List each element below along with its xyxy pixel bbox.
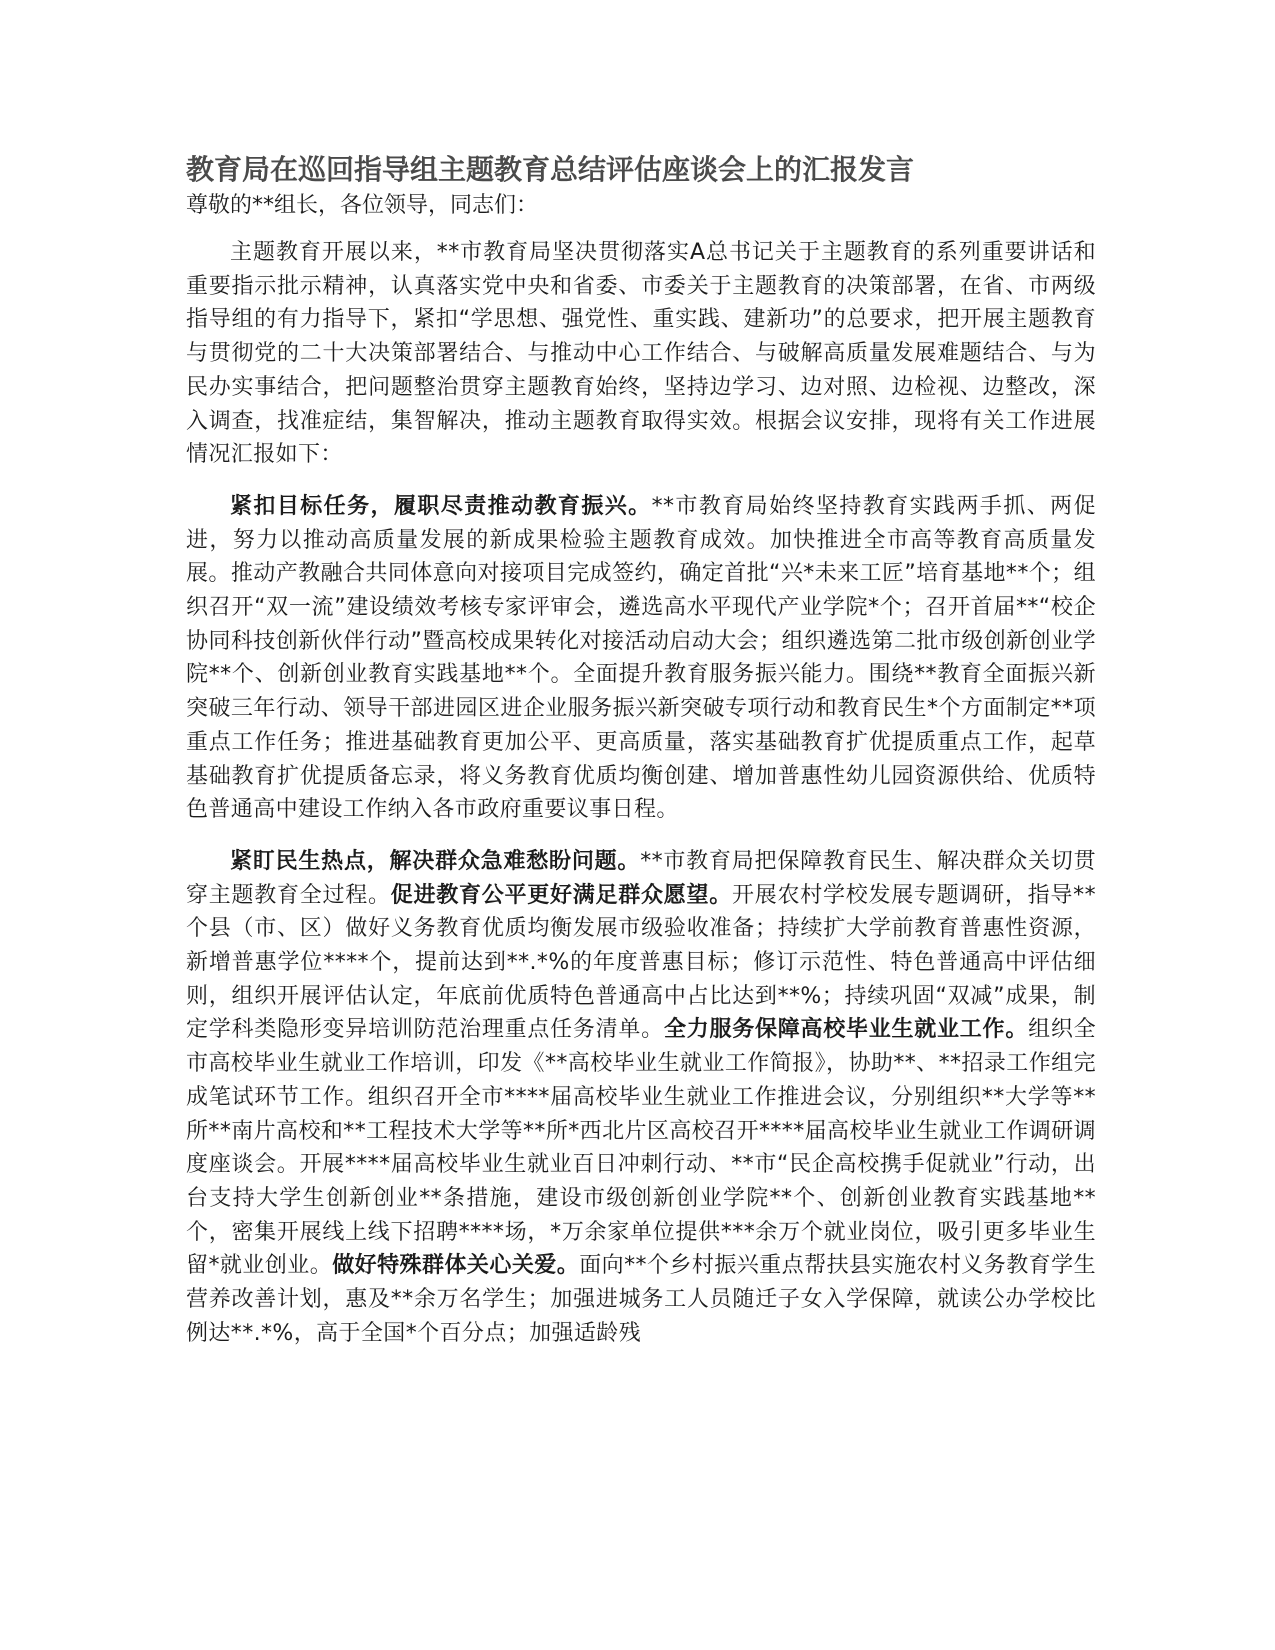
- paragraph-text: 主题教育开展以来，**市教育局坚决贯彻落实A总书记关于主题教育的系列重要讲话和重要指示批示精神，认真落实党中央和省委、市委关于主题教育的决策部署，在省、市两级指导组的有力指导下，紧扣“学思想、强党性、重实践、建新功”的总要求，把开展主题教育与贯彻党的二十大决策部署结合、与推动中心工作结合、与破解高质量发展难题结合、与为民办实事结合，把问题整治贯穿主题教育始终，坚持边学习、边对照、边检视、边整改，深入调查，找准症结，集智解决，推动主题教育取得实效。根据会议安排，现将有关工作进展情况汇报如下：: [186, 240, 1096, 468]
- salutation: 尊敬的**组长，各位领导，同志们：: [186, 193, 539, 218]
- section-heading: 紧扣目标任务，履职尽责推动教育振兴。: [230, 493, 652, 519]
- document-title: 教育局在巡回指导组主题教育总结评估座谈会上的汇报发言: [186, 153, 915, 186]
- paragraph-intro: [186, 236, 1096, 472]
- paragraph-text: 开展农村学校发展专题调研，指导**个县（市、区）做好义务教育优质均衡发展市级验收准备；持续扩大学前教育普惠性资源，新增普惠学位****个，提前达到**.*%的年度普惠目标；修订示范性、特色普通高中评估细则，组织开展评估认定，年底前优质特色普通高中占比达到**%；持续巩固“双减”成果，制定学科类隐形变异培训防范治理重点任务清单。: [186, 882, 1096, 1043]
- subsection-heading: 全力服务保障高校毕业生就业工作。: [663, 1017, 1029, 1043]
- paragraph-text: 组织全市高校毕业生就业工作培训，印发《**高校毕业生就业工作简报》，协助**、**招录工作组完成笔试环节工作。组织召开全市****届高校毕业生就业工作推进会议，分别组织**大学等**所**南片高校和**工程技术大学等**所*西北片区高校召开****届高校毕业生就业工作调研调度座谈会。开展****届高校毕业生就业百日冲刺行动、**市“民企高校携手促就业”行动，出台支持大学生创新创业**条措施，建设市级创新创业学院**个、创新创业教育实践基地**个，密集开展线上线下招聘****场，*万余家单位提供***余万个就业岗位，吸引更多毕业生留*就业创业。: [186, 1017, 1096, 1279]
- paragraph-text: **市教育局始终坚持教育实践两手抓、两促进，努力以推动高质量发展的新成果检验主题教育成效。加快推进全市高等教育高质量发展。推动产教融合共同体意向对接项目完成签约，确定首批“兴*未来工匠”培育基地**个；组织召开“双一流”建设绩效考核专家评审会，遴选高水平现代产业学院*个；召开首届**“校企协同科技创新伙伴行动”暨高校成果转化对接活动启动大会；组织遴选第二批市级创新创业学院**个、创新创业教育实践基地**个。全面提升教育服务振兴能力。围绕**教育全面振兴新突破三年行动、领导干部进园区进企业服务振兴新突破专项行动和教育民生*个方面制定**项重点工作任务；推进基础教育更加公平、更高质量，落实基础教育扩优提质重点工作，起草基础教育扩优提质备忘录，将义务教育优质均衡创建、增加普惠性幼儿园资源供给、优质特色普通高中建设工作纳入各市政府重要议事日程。: [186, 493, 1096, 823]
- subsection-heading: 促进教育公平更好满足群众愿望。: [390, 882, 732, 908]
- paragraph-text: 面向**个乡村振兴重点帮扶县实施农村义务教育学生营养改善计划，惠及**余万名学生；加强进城务工人员随迁子女入学保障，就读公办学校比例达**.*%，高于全国*个百分点；加强适龄残: [186, 1253, 1096, 1346]
- paragraph-livelihood: [186, 845, 1096, 1351]
- paragraph-text: **市教育局把保障教育民生、解决群众关切贯穿主题教育全过程。: [186, 848, 1096, 908]
- paragraph-education-revitalization: [186, 490, 1096, 827]
- section-heading: 紧盯民生热点，解决群众急难愁盼问题。: [230, 848, 641, 874]
- subsection-heading: 做好特殊群体关心关爱。: [332, 1253, 580, 1279]
- document-page: [186, 150, 1096, 1369]
